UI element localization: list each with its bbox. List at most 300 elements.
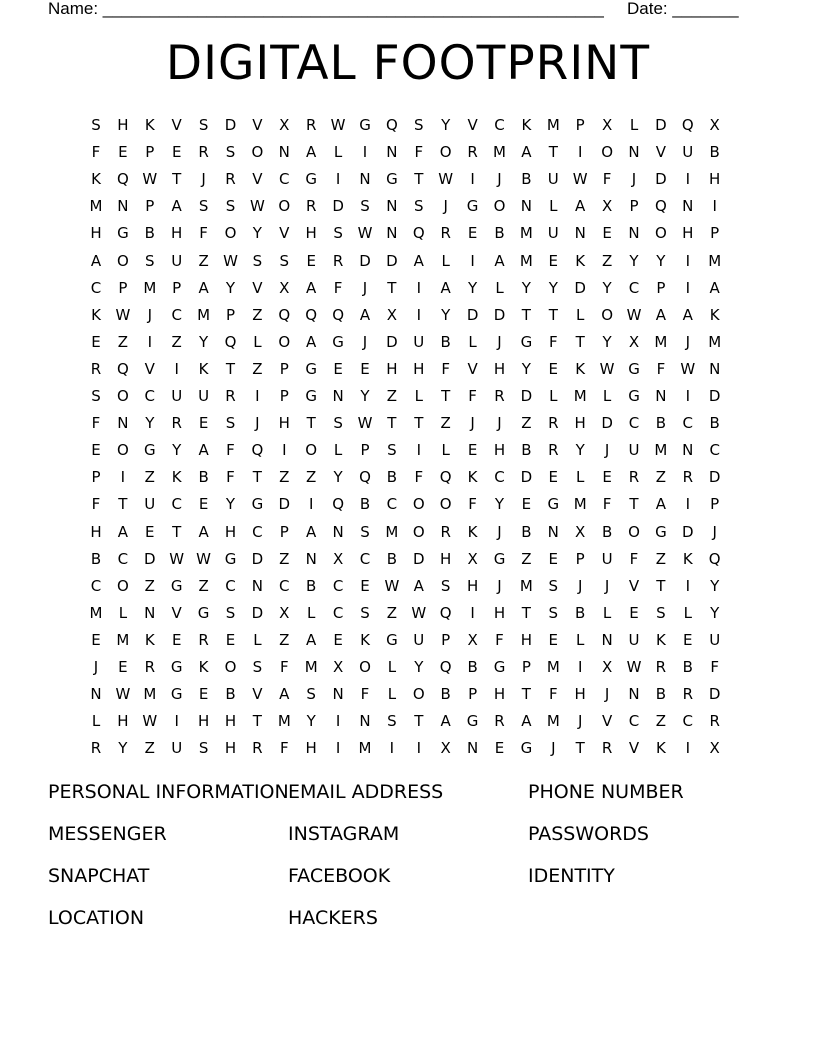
grid-letter[interactable]: S (198, 739, 209, 758)
grid-letter[interactable]: Z (144, 739, 155, 758)
grid-letter[interactable]: H (574, 414, 586, 433)
grid-letter[interactable]: L (576, 468, 585, 487)
grid-letter[interactable]: M (708, 251, 722, 270)
grid-letter[interactable]: N (386, 143, 398, 162)
grid-letter[interactable]: T (172, 522, 182, 541)
grid-letter[interactable]: H (466, 576, 479, 595)
grid-letter[interactable]: D (144, 549, 156, 568)
grid-letter[interactable]: S (360, 197, 370, 216)
grid-letter[interactable]: V (252, 170, 263, 189)
grid-letter[interactable]: Z (252, 305, 263, 324)
grid-letter[interactable]: P (91, 468, 101, 487)
grid-letter[interactable]: F (199, 224, 208, 243)
grid-letter[interactable]: I (470, 251, 475, 270)
grid-letter[interactable]: N (305, 549, 317, 568)
grid-letter[interactable]: I (685, 576, 691, 595)
grid-letter[interactable]: F (602, 170, 612, 189)
grid-letter[interactable]: X (601, 116, 613, 134)
grid-letter[interactable]: K (144, 116, 155, 134)
grid-letter[interactable]: M (708, 332, 722, 351)
grid-letter[interactable]: W (196, 549, 212, 568)
grid-letter[interactable]: S (548, 603, 559, 622)
grid-letter[interactable]: L (468, 332, 477, 351)
grid-letter[interactable]: T (387, 278, 397, 297)
grid-letter[interactable]: H (493, 359, 506, 378)
grid-letter[interactable]: K (521, 116, 532, 134)
grid-letter[interactable]: G (224, 549, 237, 568)
grid-letter[interactable]: C (279, 576, 290, 595)
grid-letter[interactable]: I (416, 278, 422, 297)
grid-letter[interactable]: Z (601, 251, 613, 270)
grid-letter[interactable]: B (386, 549, 398, 568)
grid-letter[interactable]: T (306, 414, 316, 433)
grid-letter[interactable]: Q (385, 116, 398, 134)
grid-letter[interactable]: Q (439, 658, 452, 676)
grid-letter[interactable]: E (467, 441, 478, 460)
grid-letter[interactable]: C (628, 712, 640, 731)
grid-letter[interactable]: S (252, 658, 263, 676)
grid-letter[interactable]: U (171, 739, 183, 758)
grid-letter[interactable]: U (198, 387, 210, 405)
grid-letter[interactable]: P (118, 278, 128, 297)
grid-letter[interactable]: D (520, 468, 533, 487)
grid-letter[interactable]: R (198, 630, 209, 649)
grid-letter[interactable]: Y (602, 278, 612, 297)
grid-letter[interactable]: C (90, 576, 102, 595)
grid-letter[interactable]: Z (198, 251, 209, 270)
grid-letter[interactable]: I (120, 468, 126, 487)
grid-letter[interactable]: M (304, 658, 318, 676)
grid-letter[interactable]: P (575, 549, 585, 568)
grid-letter[interactable]: M (385, 522, 399, 541)
grid-letter[interactable]: S (306, 685, 316, 704)
grid-letter[interactable]: H (386, 359, 398, 378)
grid-letter[interactable]: U (413, 630, 425, 649)
grid-letter[interactable]: M (89, 197, 103, 216)
grid-letter[interactable]: Y (710, 576, 720, 595)
grid-letter[interactable]: I (335, 712, 341, 731)
grid-letter[interactable]: S (440, 576, 451, 595)
grid-letter[interactable]: H (224, 522, 237, 541)
grid-letter[interactable]: E (494, 739, 505, 758)
grid-letter[interactable]: B (521, 170, 532, 189)
grid-letter[interactable]: V (601, 712, 613, 731)
grid-letter[interactable]: A (306, 143, 317, 162)
grid-letter[interactable]: D (601, 414, 613, 433)
grid-letter[interactable]: S (145, 251, 155, 270)
grid-letter[interactable]: S (198, 116, 209, 134)
grid-letter[interactable]: G (520, 332, 533, 351)
grid-letter[interactable]: N (520, 197, 532, 216)
grid-letter[interactable]: I (470, 603, 475, 622)
grid-letter[interactable]: R (305, 197, 317, 216)
grid-letter[interactable]: Z (252, 359, 263, 378)
grid-letter[interactable]: V (467, 116, 478, 134)
grid-letter[interactable]: C (359, 549, 371, 568)
grid-letter[interactable]: L (118, 603, 128, 622)
grid-letter[interactable]: X (386, 305, 398, 324)
grid-letter[interactable]: F (91, 414, 101, 433)
grid-letter[interactable]: F (548, 332, 558, 351)
grid-letter[interactable]: R (440, 224, 451, 243)
grid-letter[interactable]: Z (198, 576, 209, 595)
grid-letter[interactable]: M (654, 441, 668, 460)
grid-letter[interactable]: G (547, 495, 560, 514)
grid-letter[interactable]: G (359, 116, 371, 134)
grid-letter[interactable]: P (468, 685, 478, 704)
grid-letter[interactable]: F (441, 359, 450, 378)
grid-letter[interactable]: J (147, 305, 153, 324)
grid-letter[interactable]: N (359, 170, 371, 189)
grid-letter[interactable]: L (576, 305, 585, 324)
grid-letter[interactable]: R (655, 658, 667, 676)
grid-letter[interactable]: E (548, 630, 559, 649)
grid-letter[interactable]: H (278, 414, 290, 433)
grid-letter[interactable]: T (414, 414, 424, 433)
grid-letter[interactable]: G (466, 712, 479, 731)
grid-letter[interactable]: Y (118, 739, 128, 758)
grid-letter[interactable]: C (386, 495, 398, 514)
grid-letter[interactable]: X (601, 197, 613, 216)
grid-letter[interactable]: I (389, 739, 395, 758)
grid-letter[interactable]: G (520, 739, 533, 758)
grid-letter[interactable]: H (493, 441, 506, 460)
grid-letter[interactable]: I (685, 387, 691, 405)
grid-letter[interactable]: P (279, 522, 289, 541)
grid-letter[interactable]: V (628, 576, 640, 595)
grid-letter[interactable]: Z (144, 468, 155, 487)
grid-letter[interactable]: U (144, 495, 156, 514)
grid-letter[interactable]: X (332, 549, 344, 568)
grid-letter[interactable]: H (224, 712, 237, 731)
grid-letter[interactable]: V (628, 739, 640, 758)
grid-letter[interactable]: P (360, 441, 370, 460)
grid-letter[interactable]: N (628, 685, 640, 704)
grid-letter[interactable]: W (357, 414, 373, 433)
grid-letter[interactable]: Y (145, 414, 155, 433)
grid-letter[interactable]: B (682, 658, 693, 676)
grid-letter[interactable]: I (308, 495, 314, 514)
grid-letter[interactable]: J (604, 685, 610, 704)
grid-letter[interactable]: G (332, 332, 344, 351)
grid-letter[interactable]: Q (116, 359, 129, 378)
grid-letter[interactable]: T (441, 387, 451, 405)
grid-letter[interactable]: O (601, 305, 613, 324)
grid-letter[interactable]: V (279, 224, 290, 243)
grid-letter[interactable]: Z (117, 332, 129, 351)
grid-letter[interactable]: S (225, 414, 236, 433)
grid-letter[interactable]: T (225, 359, 236, 378)
grid-letter[interactable]: D (413, 549, 425, 568)
grid-letter[interactable]: O (251, 143, 264, 162)
grid-letter[interactable]: F (91, 495, 101, 514)
grid-letter[interactable]: Z (279, 468, 290, 487)
grid-letter[interactable]: P (629, 197, 639, 216)
grid-letter[interactable]: J (497, 522, 502, 541)
grid-letter[interactable]: R (682, 685, 694, 704)
grid-letter[interactable]: J (604, 576, 610, 595)
grid-letter[interactable]: E (171, 143, 182, 162)
grid-letter[interactable]: Y (225, 278, 236, 297)
grid-letter[interactable]: I (416, 739, 422, 758)
grid-letter[interactable]: N (628, 143, 640, 162)
grid-letter[interactable]: I (335, 170, 341, 189)
grid-letter[interactable]: C (171, 305, 182, 324)
grid-letter[interactable]: U (628, 441, 640, 460)
grid-letter[interactable]: G (655, 522, 667, 541)
grid-letter[interactable]: Y (494, 495, 505, 514)
grid-letter[interactable]: L (387, 685, 397, 704)
grid-letter[interactable]: Z (440, 414, 451, 433)
grid-letter[interactable]: R (90, 359, 102, 378)
grid-letter[interactable]: I (174, 712, 179, 731)
grid-letter[interactable]: O (305, 441, 318, 460)
grid-letter[interactable]: U (709, 630, 721, 649)
grid-letter[interactable]: E (118, 658, 128, 676)
grid-letter[interactable]: L (441, 251, 450, 270)
grid-letter[interactable]: L (441, 441, 450, 460)
grid-letter[interactable]: L (549, 387, 558, 405)
grid-letter[interactable]: D (251, 549, 264, 568)
grid-letter[interactable]: K (655, 630, 666, 649)
grid-letter[interactable]: M (519, 576, 533, 595)
grid-letter[interactable]: T (521, 305, 531, 324)
grid-letter[interactable]: G (305, 387, 317, 405)
grid-letter[interactable]: U (413, 332, 425, 351)
grid-letter[interactable]: T (548, 143, 558, 162)
grid-letter[interactable]: O (493, 197, 506, 216)
grid-letter[interactable]: K (575, 359, 586, 378)
grid-letter[interactable]: T (575, 739, 585, 758)
grid-letter[interactable]: O (654, 224, 667, 243)
grid-letter[interactable]: K (91, 170, 101, 189)
grid-letter[interactable]: Z (279, 549, 290, 568)
grid-letter[interactable]: R (225, 387, 236, 405)
grid-letter[interactable]: M (197, 305, 211, 324)
grid-letter[interactable]: O (439, 495, 452, 514)
grid-letter[interactable]: K (655, 739, 666, 758)
grid-letter[interactable]: A (306, 522, 317, 541)
grid-letter[interactable]: W (626, 658, 642, 676)
grid-letter[interactable]: R (171, 414, 182, 433)
grid-letter[interactable]: R (548, 414, 559, 433)
grid-letter[interactable]: O (278, 332, 291, 351)
grid-letter[interactable]: O (412, 495, 425, 514)
grid-letter[interactable]: C (709, 441, 720, 460)
grid-letter[interactable]: J (497, 414, 502, 433)
grid-letter[interactable]: K (198, 359, 209, 378)
grid-letter[interactable]: P (710, 224, 720, 243)
grid-letter[interactable]: N (601, 630, 613, 649)
grid-letter[interactable]: A (655, 495, 667, 514)
grid-letter[interactable]: C (494, 116, 505, 134)
grid-letter[interactable]: Q (439, 603, 452, 622)
grid-letter[interactable]: T (521, 603, 531, 622)
grid-letter[interactable]: H (305, 739, 317, 758)
grid-letter[interactable]: B (359, 495, 371, 514)
grid-letter[interactable]: T (252, 712, 262, 731)
grid-letter[interactable]: D (655, 170, 667, 189)
grid-letter[interactable]: F (333, 278, 343, 297)
grid-letter[interactable]: K (91, 305, 101, 324)
grid-letter[interactable]: N (386, 197, 398, 216)
grid-letter[interactable]: W (330, 116, 346, 134)
grid-letter[interactable]: E (467, 224, 478, 243)
grid-letter[interactable]: Y (656, 251, 666, 270)
grid-letter[interactable]: T (172, 170, 182, 189)
grid-letter[interactable]: D (708, 387, 721, 405)
grid-letter[interactable]: F (226, 441, 235, 460)
grid-letter[interactable]: H (574, 685, 586, 704)
grid-letter[interactable]: Y (199, 332, 209, 351)
grid-letter[interactable]: I (282, 441, 287, 460)
grid-letter[interactable]: N (709, 359, 721, 378)
grid-letter[interactable]: Z (655, 549, 667, 568)
grid-letter[interactable]: W (223, 251, 238, 270)
grid-letter[interactable]: I (147, 332, 153, 351)
grid-letter[interactable]: J (604, 441, 610, 460)
grid-letter[interactable]: J (470, 414, 475, 433)
grid-letter[interactable]: B (144, 224, 155, 243)
grid-letter[interactable]: N (655, 387, 667, 405)
grid-letter[interactable]: S (198, 197, 209, 216)
grid-letter[interactable]: F (91, 143, 101, 162)
grid-letter[interactable]: M (116, 630, 130, 649)
grid-letter[interactable]: Z (144, 576, 155, 595)
grid-letter[interactable]: C (225, 576, 236, 595)
grid-letter[interactable]: W (357, 224, 373, 243)
grid-letter[interactable]: O (601, 143, 613, 162)
grid-letter[interactable]: A (413, 576, 424, 595)
grid-letter[interactable]: N (547, 522, 559, 541)
grid-letter[interactable]: N (466, 739, 479, 758)
grid-letter[interactable]: C (90, 278, 102, 297)
grid-letter[interactable]: N (332, 387, 344, 405)
grid-letter[interactable]: M (546, 658, 560, 676)
grid-letter[interactable]: F (414, 143, 424, 162)
grid-letter[interactable]: B (655, 414, 667, 433)
grid-letter[interactable]: A (655, 305, 667, 324)
grid-letter[interactable]: W (249, 197, 265, 216)
grid-letter[interactable]: I (685, 495, 691, 514)
grid-letter[interactable]: F (279, 658, 289, 676)
grid-letter[interactable]: S (656, 603, 666, 622)
grid-letter[interactable]: S (279, 251, 290, 270)
grid-letter[interactable]: G (305, 170, 317, 189)
grid-letter[interactable]: K (198, 658, 209, 676)
grid-letter[interactable]: J (362, 278, 368, 297)
grid-letter[interactable]: G (170, 658, 183, 676)
grid-letter[interactable]: E (145, 522, 155, 541)
grid-letter[interactable]: A (440, 712, 451, 731)
grid-letter[interactable]: L (333, 143, 343, 162)
grid-letter[interactable]: L (602, 387, 612, 405)
grid-letter[interactable]: Q (224, 332, 237, 351)
grid-letter[interactable]: R (628, 468, 640, 487)
grid-letter[interactable]: O (628, 522, 640, 541)
grid-letter[interactable]: B (198, 468, 209, 487)
grid-letter[interactable]: D (574, 278, 586, 297)
grid-letter[interactable]: G (493, 549, 506, 568)
grid-letter[interactable]: I (685, 278, 691, 297)
grid-letter[interactable]: D (359, 251, 371, 270)
grid-letter[interactable]: X (279, 116, 290, 134)
grid-letter[interactable]: W (680, 359, 696, 378)
grid-letter[interactable]: P (521, 658, 531, 676)
grid-letter[interactable]: R (440, 522, 451, 541)
grid-letter[interactable]: R (548, 441, 559, 460)
grid-letter[interactable]: E (548, 549, 559, 568)
grid-letter[interactable]: Y (360, 387, 370, 405)
grid-letter[interactable]: L (333, 441, 343, 460)
grid-letter[interactable]: X (332, 658, 344, 676)
grid-letter[interactable]: P (145, 143, 155, 162)
grid-letter[interactable]: S (387, 441, 397, 460)
grid-letter[interactable]: U (171, 387, 183, 405)
grid-letter[interactable]: I (685, 739, 691, 758)
grid-letter[interactable]: M (358, 739, 372, 758)
grid-letter[interactable]: J (577, 576, 583, 595)
grid-letter[interactable]: D (386, 251, 398, 270)
grid-letter[interactable]: A (494, 251, 505, 270)
grid-letter[interactable]: K (171, 468, 182, 487)
grid-letter[interactable]: L (549, 197, 558, 216)
grid-letter[interactable]: M (573, 495, 587, 514)
grid-letter[interactable]: J (685, 332, 691, 351)
grid-letter[interactable]: Y (521, 278, 531, 297)
grid-letter[interactable]: E (91, 332, 101, 351)
grid-letter[interactable]: C (628, 414, 640, 433)
grid-letter[interactable]: S (333, 224, 343, 243)
grid-letter[interactable]: S (225, 143, 236, 162)
grid-letter[interactable]: Q (681, 116, 694, 134)
grid-letter[interactable]: Y (521, 359, 531, 378)
grid-letter[interactable]: A (413, 251, 424, 270)
grid-letter[interactable]: K (467, 468, 478, 487)
grid-letter[interactable]: B (709, 414, 720, 433)
grid-letter[interactable]: Q (278, 305, 291, 324)
grid-letter[interactable]: U (628, 630, 640, 649)
grid-letter[interactable]: O (224, 224, 237, 243)
grid-letter[interactable]: P (145, 197, 155, 216)
grid-letter[interactable]: S (360, 603, 370, 622)
grid-letter[interactable]: E (171, 630, 182, 649)
grid-letter[interactable]: B (494, 224, 505, 243)
grid-letter[interactable]: B (575, 603, 586, 622)
grid-letter[interactable]: V (655, 143, 667, 162)
grid-letter[interactable]: W (411, 603, 427, 622)
grid-letter[interactable]: Q (439, 468, 452, 487)
grid-letter[interactable]: D (224, 116, 237, 134)
grid-letter[interactable]: A (117, 522, 129, 541)
grid-letter[interactable]: B (601, 522, 613, 541)
grid-letter[interactable]: O (359, 658, 371, 676)
grid-letter[interactable]: E (602, 224, 612, 243)
grid-letter[interactable]: N (278, 143, 290, 162)
grid-letter[interactable]: Z (171, 332, 182, 351)
grid-letter[interactable]: C (279, 170, 290, 189)
grid-letter[interactable]: E (360, 359, 370, 378)
grid-letter[interactable]: W (142, 170, 158, 189)
grid-letter[interactable]: Y (306, 712, 316, 731)
grid-letter[interactable]: D (386, 332, 398, 351)
grid-letter[interactable]: A (521, 143, 532, 162)
grid-letter[interactable]: G (305, 359, 317, 378)
grid-letter[interactable]: E (225, 630, 236, 649)
grid-letter[interactable]: N (574, 224, 586, 243)
grid-letter[interactable]: C (332, 576, 344, 595)
grid-letter[interactable]: M (546, 116, 560, 134)
